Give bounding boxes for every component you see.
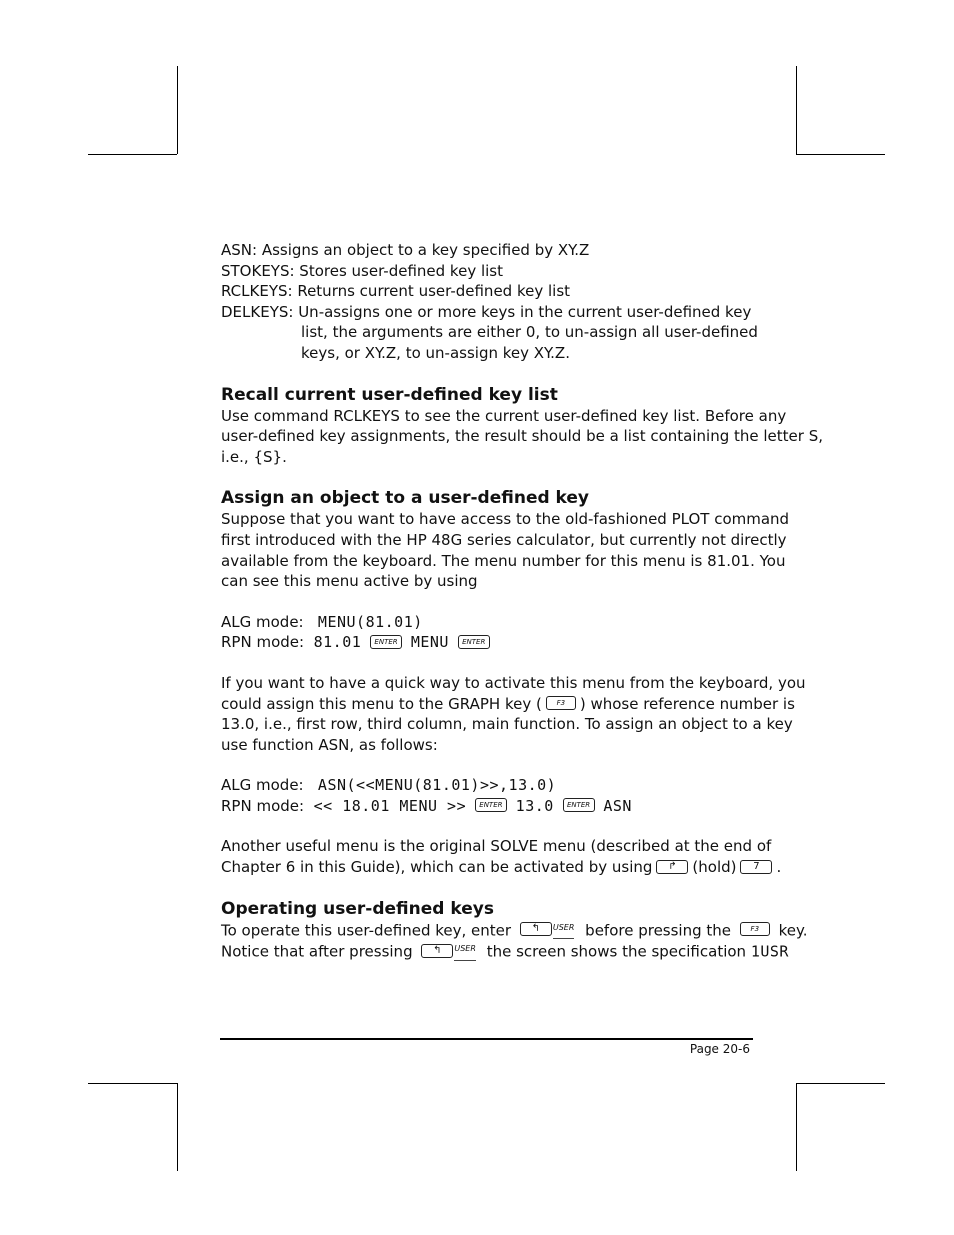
cmd-asn: ASN: Assigns an object to a key specified by XY.Z — [221, 241, 590, 259]
page-number: Page 20-6 — [689, 1042, 750, 1056]
paragraph-line: can see this menu active by using — [221, 572, 478, 591]
paragraph-line: Suppose that you want to have access to the old-fashioned PLOT command — [221, 510, 790, 529]
code: << 18.01 MENU >> — [313, 796, 467, 815]
cmd-delkeys: DELKEYS: Un-assigns one or more keys in the current user-defined key — [221, 302, 752, 321]
mode-label: ALG mode: — [221, 776, 304, 795]
paragraph-line: use function ASN, as follows: — [221, 735, 438, 754]
seven-key-icon: 7 — [740, 860, 772, 874]
code: ASN(<<MENU(81.01)>>,13.0) — [317, 776, 557, 795]
paragraph-line: first introduced with the HP 48G series calculator, but currently not directly — [221, 530, 787, 549]
crop-mark — [177, 1083, 178, 1171]
code: 81.01 — [313, 633, 362, 652]
enter-key-icon: ENTER — [475, 798, 507, 812]
paragraph-line: If you want to have a quick way to activate this menu from the keyboard, you — [221, 673, 806, 692]
paragraph-line: 13.0, i.e., first row, third column, main function. To assign an object to a key — [221, 715, 793, 734]
alg-mode-line — [221, 612, 761, 633]
rpn-mode-line — [221, 796, 761, 817]
page-content — [221, 240, 823, 963]
paragraph-line: To operate this user-defined key, enter ↰ USER before pressing the F3 key. — [221, 920, 761, 942]
right-shift-key-icon: ↱ — [656, 860, 688, 874]
rpn-mode-line — [221, 632, 761, 653]
code: 1USR — [750, 942, 789, 961]
heading-assign: Assign an object to a user-defined key — [221, 488, 590, 509]
cmd-delkeys-cont: keys, or XY.Z, to un-assign key XY.Z. — [301, 343, 570, 362]
cmd-rclkeys: RCLKEYS: Returns current user-defined key list — [221, 282, 571, 301]
paragraph-line: i.e., {S}. — [221, 447, 287, 466]
cmd-stokeys: STOKEYS: Stores user-defined key list — [221, 261, 503, 280]
code: 13.0 — [515, 796, 554, 815]
crop-mark — [796, 1083, 885, 1084]
alg-mode-line — [221, 775, 761, 796]
f3-key-icon: F3 — [546, 696, 576, 710]
footer-rule — [220, 1038, 753, 1040]
crop-mark — [88, 154, 177, 155]
cmd-delkeys-cont: list, the arguments are either 0, to un-assign all user-defined — [301, 323, 758, 342]
code: ASN — [603, 796, 632, 815]
crop-mark — [796, 66, 797, 154]
enter-key-icon: ENTER — [563, 798, 595, 812]
paragraph-line: Use command RCLKEYS to see the current user-defined key list. Before any — [221, 406, 787, 425]
mode-label: RPN mode: — [221, 796, 305, 815]
paragraph-line: available from the keyboard. The menu number for this menu is 81.01. You — [221, 551, 786, 570]
f3-key-icon: F3 — [740, 922, 770, 936]
enter-key-icon: ENTER — [370, 635, 402, 649]
crop-mark — [796, 154, 885, 155]
code: MENU(81.01) — [317, 612, 423, 631]
paragraph-line: Notice that after pressing ↰ USER the screen shows the specification 1USR — [221, 941, 761, 963]
paragraph-line: Chapter 6 in this Guide), which can be activated by using ↱ (hold) 7 . — [221, 858, 782, 877]
paragraph-line: Another useful menu is the original SOLVE menu (described at the end of — [221, 837, 772, 856]
code: MENU — [410, 633, 449, 652]
left-shift-key-icon: ↰ — [520, 922, 552, 936]
heading-recall: Recall current user-defined key list — [221, 384, 558, 405]
left-shift-key-icon: ↰ — [421, 944, 453, 958]
mode-label: ALG mode: — [221, 612, 304, 631]
mode-label: RPN mode: — [221, 633, 305, 652]
crop-mark — [177, 66, 178, 154]
enter-key-icon: ENTER — [458, 635, 490, 649]
paragraph-line: user-defined key assignments, the result should be a list containing the letter S, — [221, 427, 823, 446]
heading-operate: Operating user-defined keys — [221, 898, 494, 919]
user-label-icon: USER — [553, 918, 575, 940]
crop-mark — [796, 1083, 797, 1171]
paragraph-line: could assign this menu to the GRAPH key ( F3 ) whose reference number is — [221, 694, 795, 713]
crop-mark — [88, 1083, 177, 1084]
user-label-icon: USER — [454, 939, 476, 961]
